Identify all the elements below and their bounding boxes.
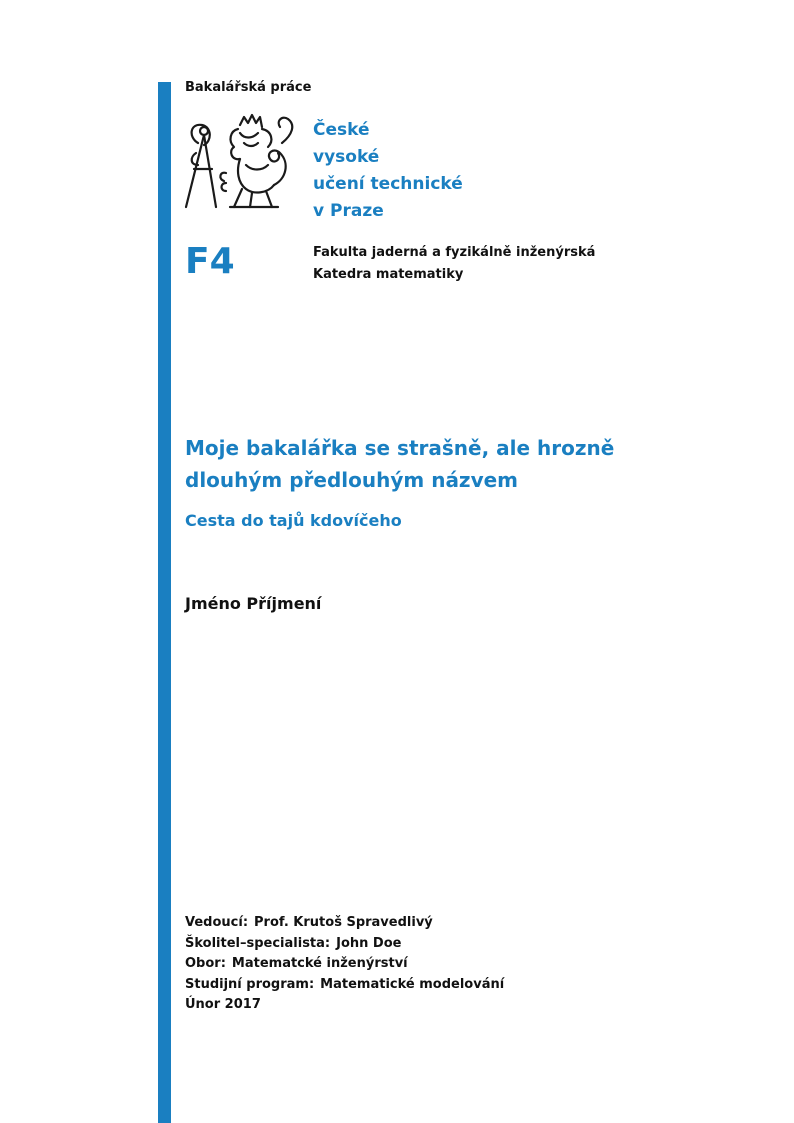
university-name-line: vysoké [313, 147, 380, 167]
department-name: Katedra matematiky [313, 267, 464, 282]
program-row [185, 975, 504, 996]
university-name-line: České [313, 120, 370, 140]
university-name [313, 117, 463, 225]
specialist-value: John Doe [336, 935, 402, 951]
faculty-code: F4 [185, 241, 235, 282]
cvut-lion-logo-icon [182, 113, 300, 209]
thesis-title-line: Moje bakalářka se strašně, ale hrozně [185, 436, 615, 460]
faculty-info [313, 242, 595, 286]
field-value: Matematcké inženýrství [231, 956, 408, 971]
thesis-title [185, 432, 685, 496]
accent-bar [158, 82, 171, 1123]
field-label: Obor: [185, 956, 226, 971]
specialist-label: Školitel–specialista: [185, 935, 331, 951]
university-name-line: v Praze [313, 201, 384, 221]
thesis-title-line: dlouhým předlouhým názvem [185, 468, 519, 492]
thesis-subtitle: Cesta do tajů kdovíčeho [185, 511, 402, 530]
faculty-name: Fakulta jaderná a fyzikálně inženýrská [313, 245, 596, 260]
author-name: Jméno Příjmení [185, 594, 322, 613]
date-row: Únor 2017 [185, 997, 261, 1012]
document-type: Bakalářská práce [185, 80, 312, 95]
field-row [185, 954, 504, 975]
supervisor-label: Vedoucí: [185, 915, 249, 930]
university-name-line: učení technické [313, 174, 463, 194]
thesis-details [185, 913, 504, 1016]
program-label: Studijní program: [185, 976, 315, 992]
supervisor-row [185, 913, 504, 934]
program-value: Matematické modelování [320, 976, 505, 992]
specialist-row [185, 934, 504, 955]
supervisor-value: Prof. Krutoš Spravedlivý [254, 915, 433, 930]
